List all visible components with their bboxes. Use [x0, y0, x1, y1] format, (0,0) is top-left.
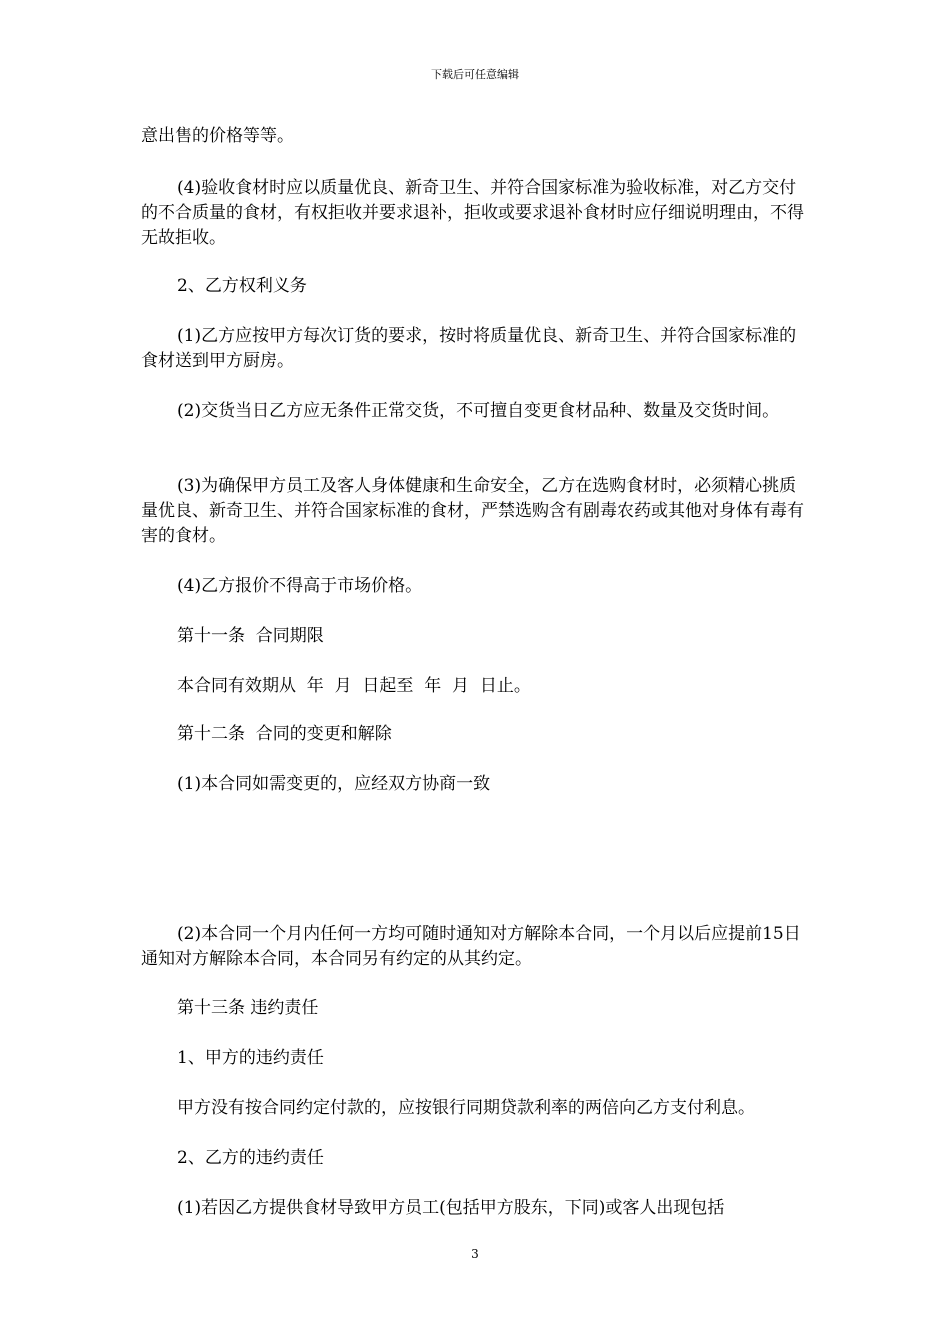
- paragraph: (4)乙方报价不得高于市场价格。: [177, 576, 423, 596]
- paragraph: (4)验收食材时应以质量优良、新奇卫生、并符合国家标准为验收标准，对乙方交付的不合质量的食材，有权拒收并要求退补，拒收或要求退补食材时应仔细说明理由，不得无故拒收。: [141, 178, 804, 248]
- paragraph: 甲方没有按合同约定付款的，应按银行同期贷款利率的两倍向乙方支付利息。: [177, 1098, 755, 1118]
- section-heading: 第十二条 合同的变更和解除: [177, 724, 392, 744]
- section-heading: 第十一条 合同期限: [177, 626, 324, 646]
- paragraph: 2、乙方的违约责任: [177, 1148, 324, 1168]
- paragraph: 本合同有效期从 年 月 日起至 年 月 日止。: [177, 676, 531, 696]
- paragraph: (2)交货当日乙方应无条件正常交货，不可擅自变更食材品种、数量及交货时间。: [177, 401, 780, 421]
- paragraph: 意出售的价格等等。: [141, 126, 294, 146]
- section-heading: 第十三条 违约责任: [177, 998, 319, 1018]
- paragraph: 2、乙方权利义务: [177, 276, 307, 296]
- page-number: 3: [471, 1247, 479, 1261]
- page-header: 下载后可任意编辑: [431, 68, 519, 81]
- paragraph: (3)为确保甲方员工及客人身体健康和生命安全，乙方在选购食材时，必须精心挑质量优良、新奇卫生、并符合国家标准的食材，严禁选购含有剧毒农药或其他对身体有毒有害的食材。: [141, 476, 804, 546]
- paragraph: (1)本合同如需变更的，应经双方协商一致: [177, 774, 491, 794]
- paragraph: (1)乙方应按甲方每次订货的要求，按时将质量优良、新奇卫生、并符合国家标准的食材送到甲方厨房。: [141, 326, 797, 371]
- paragraph: (1)若因乙方提供食材导致甲方员工(包括甲方股东，下同)或客人出现包括: [177, 1198, 725, 1218]
- paragraph: (2)本合同一个月内任何一方均可随时通知对方解除本合同，一个月以后应提前15日通知对方解除本合同，本合同另有约定的从其约定。: [141, 924, 801, 969]
- paragraph: 1、甲方的违约责任: [177, 1048, 324, 1068]
